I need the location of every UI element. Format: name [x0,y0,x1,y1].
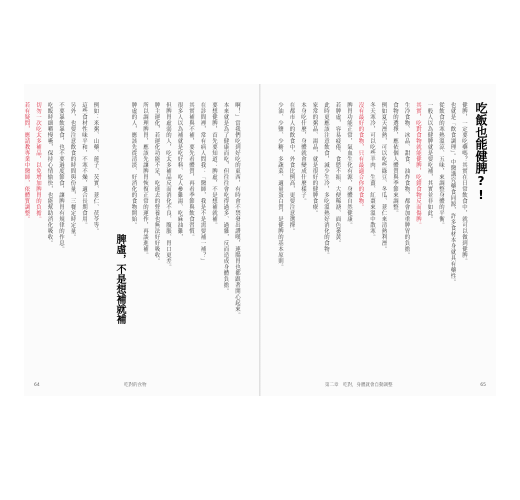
left-page [24,84,260,396]
text-column: 脾胃功能正常，氣血生化有源，身體自然健康。 [346,102,352,228]
text-column: 很多人以為補就是吃好料、吃人參雞湯、吃麻油雞， [176,102,183,240]
text-column: 其實補與不補，要先看體質，再看季節與飲食習慣。 [188,102,194,240]
text-column: 脾虛的人，應該先從清淡、好消化的食物開始。 [130,102,137,228]
text-column: 但脾胃虛弱的人，吃太多補品反而消化不良、腹脹、胃口更差。 [165,102,171,270]
right-page [261,84,496,396]
text-column: 健脾，一定要吃藥嗎？其實在日常飲食中，就可以做到健脾。 [461,102,467,264]
text-column: 若有疑問，應請教專業中醫師，依體質調整。 [23,102,30,222]
text-column: 這些食材性味平和，不寒不燥，適合長期食用。 [81,102,87,228]
text-column: 脾主運化，若運化功能不足，吃進去的營養也無法好好吸收。 [153,102,160,264]
text-column: 若脾虛，容易疲倦、食慾不振、大便稀溏、面色萎黃。 [334,102,341,246]
left-heading-text: 脾虛，不是想補就補 [114,234,125,324]
right-running-head: 第二章 吃對，身體就會自動調整 [325,383,393,388]
text-column: 要想健脾，首先要知道：脾虛，不是想補就補。 [211,102,217,228]
text-column: 切勿一次吃太多補品，以免增加脾胃的負擔。 [35,102,41,222]
left-heading [113,234,125,324]
right-page-number: 65 [480,383,486,388]
text-column: 在都市人的飲食中，外食比例高，更要注意選擇。 [288,102,295,234]
text-column: 例如：米粥、山藥、蓮子、芡實、薏仁、茯苓等。 [92,102,99,234]
book-spread [24,84,496,396]
left-page-number: 64 [34,383,40,388]
text-column: 沒有最好的食物，只有最適合你的食物。 [357,102,364,210]
text-column: 食物的選擇，應依個人體質與季節來調整。 [392,102,398,216]
text-column: 其實，吃對食物就能健脾，吃錯食物反而傷脾。 [415,102,421,228]
text-column: 少油、少鹽、少糖，多蔬菜、適量蛋白質，是健脾的基本原則。 [277,102,283,270]
right-heading-text: 吃飯也能健脾?! [474,102,488,202]
text-column: 此時更應該注意飲食，減少生冷，多吃溫熱好消化的食物。 [323,102,329,258]
text-column: 啊！」當我們吃到好吃的東西，有時會不禁發出讚嘆，連腸胃也都跟著開心起來。 [234,102,240,318]
text-column: 吃飯時細嚼慢嚥，保持心情愉快，也能幫助消化吸收。 [46,102,53,246]
left-running-head: 吃對的食物 [124,383,147,388]
text-column: 例如夏天溼熱，可以吃些綠豆、冬瓜、薏仁來清熱利溼。 [380,102,387,252]
text-column: 家常的粥品、湯品，就是很好的健脾食療。 [311,102,318,216]
text-column: 冬天寒冷，可以吃些羊肉、生薑、紅棗來溫中散寒。 [369,102,375,240]
text-column: 生冷食物、冰品、甜食、油炸食物，都會加重脾胃的負擔。 [403,102,410,258]
text-column: 另外，也要注意飲食的時間與份量，三餐定時定量。 [69,102,76,240]
text-column: 所以調理脾胃，應該先讓脾胃恢復正常的運作，再談進補。 [142,102,148,258]
text-column: 也就是「飲食調理」。中醫講究藥食同源，許多食材本身就具有藥性。 [449,102,456,286]
text-column: 從飲食的寒熱溫涼、五味，來調整身體的平衡。 [438,102,444,228]
right-heading [474,102,488,202]
text-column: 一般人以為健脾就是要吃補，其實並非如此。 [426,102,433,222]
text-column: 在診間裡，常有病人問我：「醫師，我是不是需要補一補？」 [199,102,206,264]
text-column: 本身吃什麼，身體就會變成什麼樣子。 [300,102,306,204]
text-column: 本來就是為了健康而吃，但往往會吃得過多、過雜，反而造成身體負擔。 [222,102,229,294]
text-column: 不要暴飲暴食，也不要過度節食，讓脾胃有規律的作息。 [58,102,64,252]
